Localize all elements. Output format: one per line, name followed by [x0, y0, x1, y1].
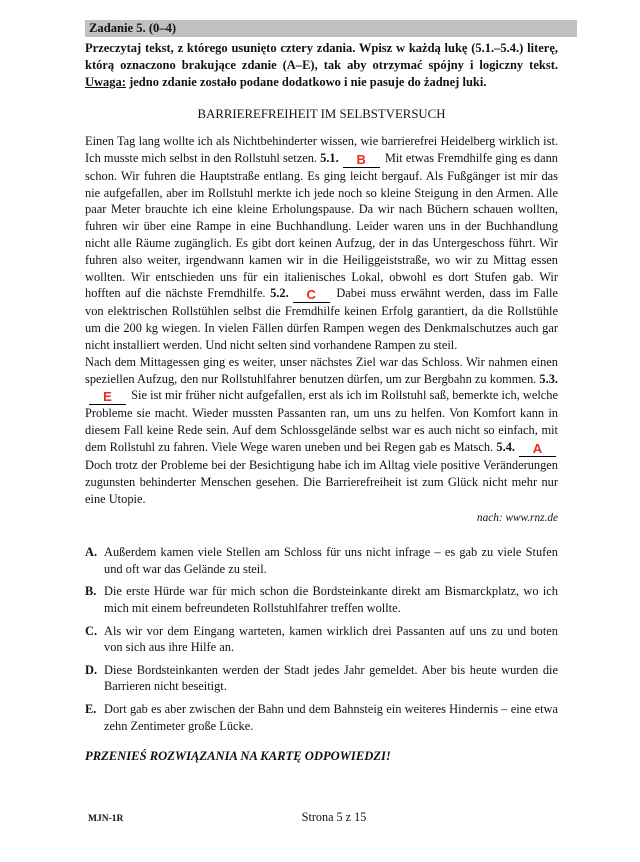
- task-instructions-note: [85, 74, 558, 91]
- option-b: [85, 583, 558, 617]
- text-run: Doch trotz der Probleme bei der Besichtigung habe ich im Alltag viele positive Veränderungen zugunsten behinderter Menschen gesehen. Die Barrierefreiheit ist zum Glück nicht mehr nur eine Utopie.: [85, 457, 558, 506]
- note-label: Uwaga:: [85, 75, 126, 89]
- option-e-text: Dort gab es aber zwischen der Bahn und dem Bahnsteig ein weiteres Hindernis – eine etwa zehn Zentimeter große Lücke.: [104, 701, 558, 733]
- article-title: BARRIEREFREIHEIT IM SELBSTVERSUCH: [197, 107, 446, 121]
- gap-answer-5-3[interactable]: [89, 390, 126, 405]
- task-instructions: [85, 40, 558, 74]
- note-text: jedno zdanie zostało podane dodatkowo i nie pasuje do żadnej luki.: [125, 75, 487, 89]
- gap-answer-letter-5-1: B: [356, 151, 366, 167]
- option-d-label: D.: [85, 662, 98, 677]
- task-header-bar: [85, 20, 577, 37]
- option-c-label: C.: [85, 623, 98, 638]
- gap-answer-5-1[interactable]: [343, 153, 380, 168]
- option-e: [85, 701, 558, 735]
- instructions-text: Przeczytaj tekst, z którego usunięto cztery zdania. Wpisz w każdą lukę (5.1.–5.4.) literę, którą oznaczono brakujące zdanie (A–E), tak aby otrzymać spójny i logiczny tekst.: [85, 41, 558, 72]
- text-run: Einen Tag lang wollte ich als Nichtbehinderter wissen, wie barrierefrei Heidelberg wirklich ist. Ich musste mich selbst in den Rollstuhl setzen.: [85, 134, 558, 165]
- option-e-label: E.: [85, 701, 97, 716]
- exam-sheet-code: MJN-1R: [88, 814, 124, 824]
- gap-number-5-2: 5.2.: [270, 286, 289, 301]
- gap-number-5-4: 5.4.: [496, 439, 515, 454]
- page-content: [85, 20, 558, 764]
- gap-answer-letter-5-4: A: [532, 440, 543, 456]
- task-label: Zadanie 5. (0–4): [89, 21, 177, 35]
- answer-options-list: [85, 544, 558, 734]
- article-paragraph-1: [85, 133, 558, 354]
- option-b-text: Die erste Hürde war für mich schon die Bordsteinkante direkt am Bismarckplatz, wo ich mich mit einem befreundeten Rollstuhlfahrer treffen wollte.: [104, 584, 558, 616]
- option-a-label: A.: [85, 545, 98, 560]
- gap-answer-letter-5-2: C: [306, 287, 316, 303]
- option-a-text: Außerdem kamen viele Stellen am Schloss für uns nicht infrage – es gab zu viele Stufen und oft war das Gelände zu steil.: [104, 545, 558, 577]
- gap-number-5-3: 5.3.: [539, 371, 558, 386]
- text-run: Nach dem Mittagessen ging es weiter, unser nächstes Ziel war das Schloss. Wir nahmen einen speziellen Aufzug, den nur Rollstuhlfahrer benutzen dürfen, um zur Bergbahn zu kommen.: [85, 354, 558, 386]
- transfer-answers-note: PRZENIEŚ ROZWIĄZANIA NA KARTĘ ODPOWIEDZI!: [85, 749, 391, 764]
- option-c: [85, 623, 558, 657]
- option-b-label: B.: [85, 584, 97, 599]
- gap-number-5-1: 5.1.: [320, 150, 339, 165]
- source-attribution: nach: www.rnz.de: [476, 512, 558, 525]
- gap-answer-5-4[interactable]: [519, 442, 556, 457]
- option-a: [85, 544, 558, 578]
- text-run: Mit etwas Fremdhilfe ging es dann schon. Wir fuhren die Hauptstraße entlang. Es ging leicht bergauf. Als Fußgänger ist mir das nie aufgefallen, aber im Rollstuhl merkte ich jede noch so kleine Steigung in den Armen. Alle paar Meter brauchte ich eine kleine Erholungspause. Da wir nach Büchern schauen wollten, fuhren wir über eine Rampe in eine Buchhandlung. Leider waren uns in der Buchhandlung nicht alle Räume zugänglich. Es gibt dort keinen Aufzug, der in das Untergeschoss führt. Wir fuhren also weiter, irgendwann kamen wir in die Heiliggeiststraße, wo wir zu Mittag essen wollten. Wir entschieden uns für ein italienisches Lokal, obwohl es dort Stufen gab. Wir hofften auf die nächste Fremdhilfe.: [85, 150, 558, 301]
- gap-answer-5-2[interactable]: [293, 288, 330, 303]
- text-run: Dabei muss erwähnt werden, dass im Falle von elektrischen Rollstühlen selbst die Fremdhilfe keinen Erfolg garantiert, da die Rollstühle um die 200 kg wiegen. In vielen Fällen dürfen Rampen wegen des Denkmalschutzes auch gar nicht installiert werden. Und nicht selten sind vorhandene Rampen zu steil.: [85, 286, 558, 352]
- article-paragraph-2: [85, 354, 558, 508]
- option-c-text: Als wir vor dem Eingang warteten, kamen wirklich drei Passanten auf uns zu und boten von sich aus ihre Hilfe an.: [104, 623, 558, 655]
- gap-answer-letter-5-3: E: [103, 389, 112, 405]
- option-d-text: Diese Bordsteinkanten werden der Stadt jedes Jahr gemeldet. Aber bis heute wurden die Barrieren nicht beseitigt.: [104, 662, 558, 694]
- text-run: Sie ist mir früher nicht aufgefallen, erst als ich im Rollstuhl saß, bemerkte ich, welche Probleme sie macht. Wieder mussten Passanten ran, um uns zu helfen. Von Komfort kann in diesem Fall keine Rede sein. Auf dem Schlossgelände selbst war es auch nicht so einfach, mit dem Rollstuhl zu fahren. Viele Wege waren uneben und bei Regen gab es Matsch.: [85, 388, 558, 454]
- page-number: Strona 5 z 15: [301, 810, 367, 824]
- option-d: [85, 662, 558, 696]
